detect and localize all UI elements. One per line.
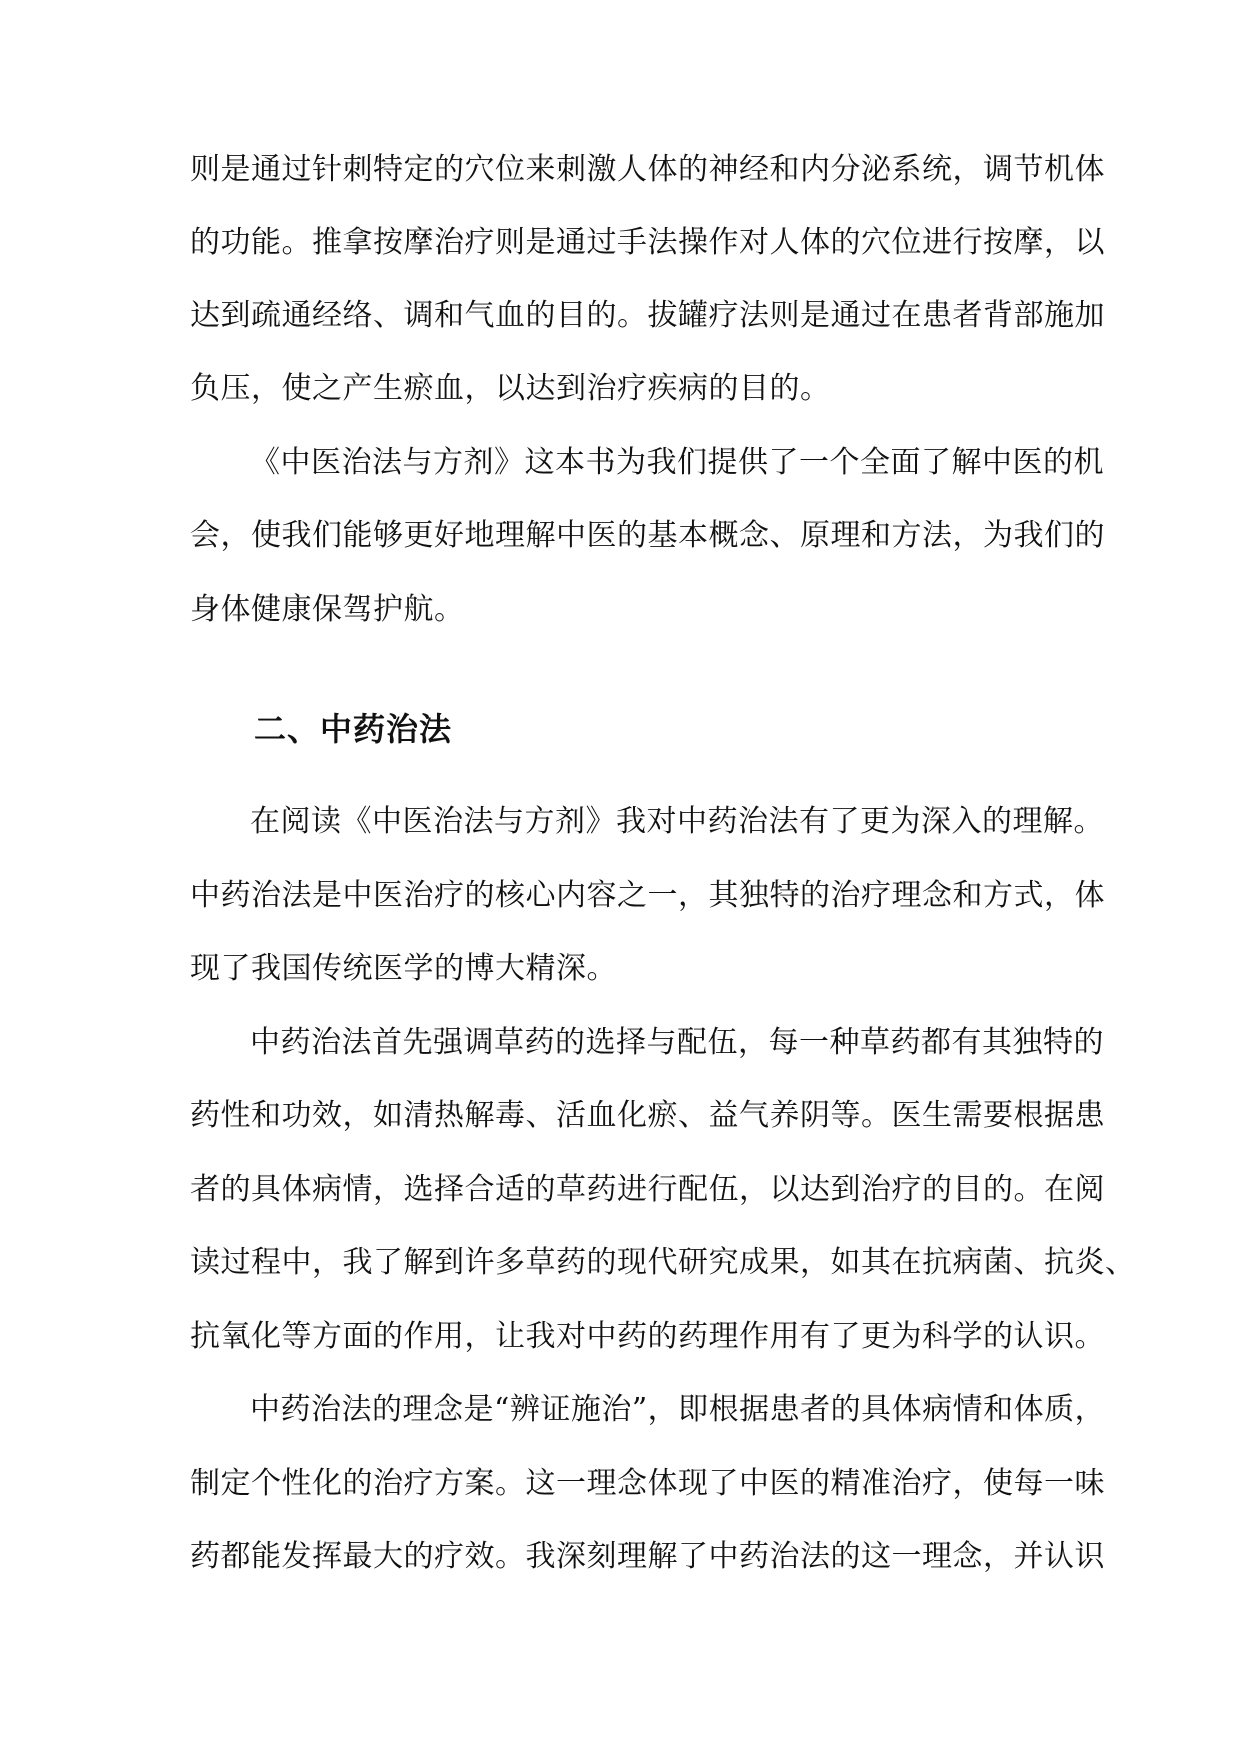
body-text-line: 现了我国传统医学的博大精深。	[190, 951, 617, 986]
body-text-line: 身体健康保驾护航。	[190, 592, 465, 627]
body-text-line: 则是通过针刺特定的穴位来刺激人体的神经和内分泌系统，调节机体	[190, 152, 1105, 187]
body-text-line: 中药治法是中医治疗的核心内容之一，其独特的治疗理念和方式，体	[190, 878, 1105, 913]
body-text-line: 的功能。推拿按摩治疗则是通过手法操作对人体的穴位进行按摩，以	[190, 225, 1105, 260]
body-text-line: 在阅读《中医治法与方剂》我对中药治法有了更为深入的理解。	[250, 804, 1104, 839]
body-text-line: 会，使我们能够更好地理解中医的基本概念、原理和方法，为我们的	[190, 518, 1105, 553]
body-text-line: 负压，使之产生瘀血，以达到治疗疾病的目的。	[190, 371, 831, 406]
body-text-line: 达到疏通经络、调和气血的目的。拔罐疗法则是通过在患者背部施加	[190, 298, 1105, 333]
body-text-line: 中药治法的理念是“辨证施治”，即根据患者的具体病情和体质，	[250, 1392, 1106, 1427]
body-text-line: 读过程中，我了解到许多草药的现代研究成果，如其在抗病菌、抗炎、	[190, 1245, 1136, 1280]
body-text-line: 中药治法首先强调草药的选择与配伍，每一种草药都有其独特的	[250, 1025, 1104, 1060]
body-text-line: 《中医治法与方剂》这本书为我们提供了一个全面了解中医的机	[250, 445, 1104, 480]
body-text-line: 药性和功效，如清热解毒、活血化瘀、益气养阴等。医生需要根据患	[190, 1098, 1105, 1133]
section-heading: 二、中药治法	[254, 710, 453, 748]
body-text-line: 药都能发挥最大的疗效。我深刻理解了中药治法的这一理念，并认识	[190, 1539, 1105, 1574]
body-text-line: 抗氧化等方面的作用，让我对中药的药理作用有了更为科学的认识。	[190, 1319, 1105, 1354]
body-text-line: 制定个性化的治疗方案。这一理念体现了中医的精准治疗，使每一味	[190, 1466, 1105, 1501]
body-text-line: 者的具体病情，选择合适的草药进行配伍，以达到治疗的目的。在阅	[190, 1172, 1105, 1207]
